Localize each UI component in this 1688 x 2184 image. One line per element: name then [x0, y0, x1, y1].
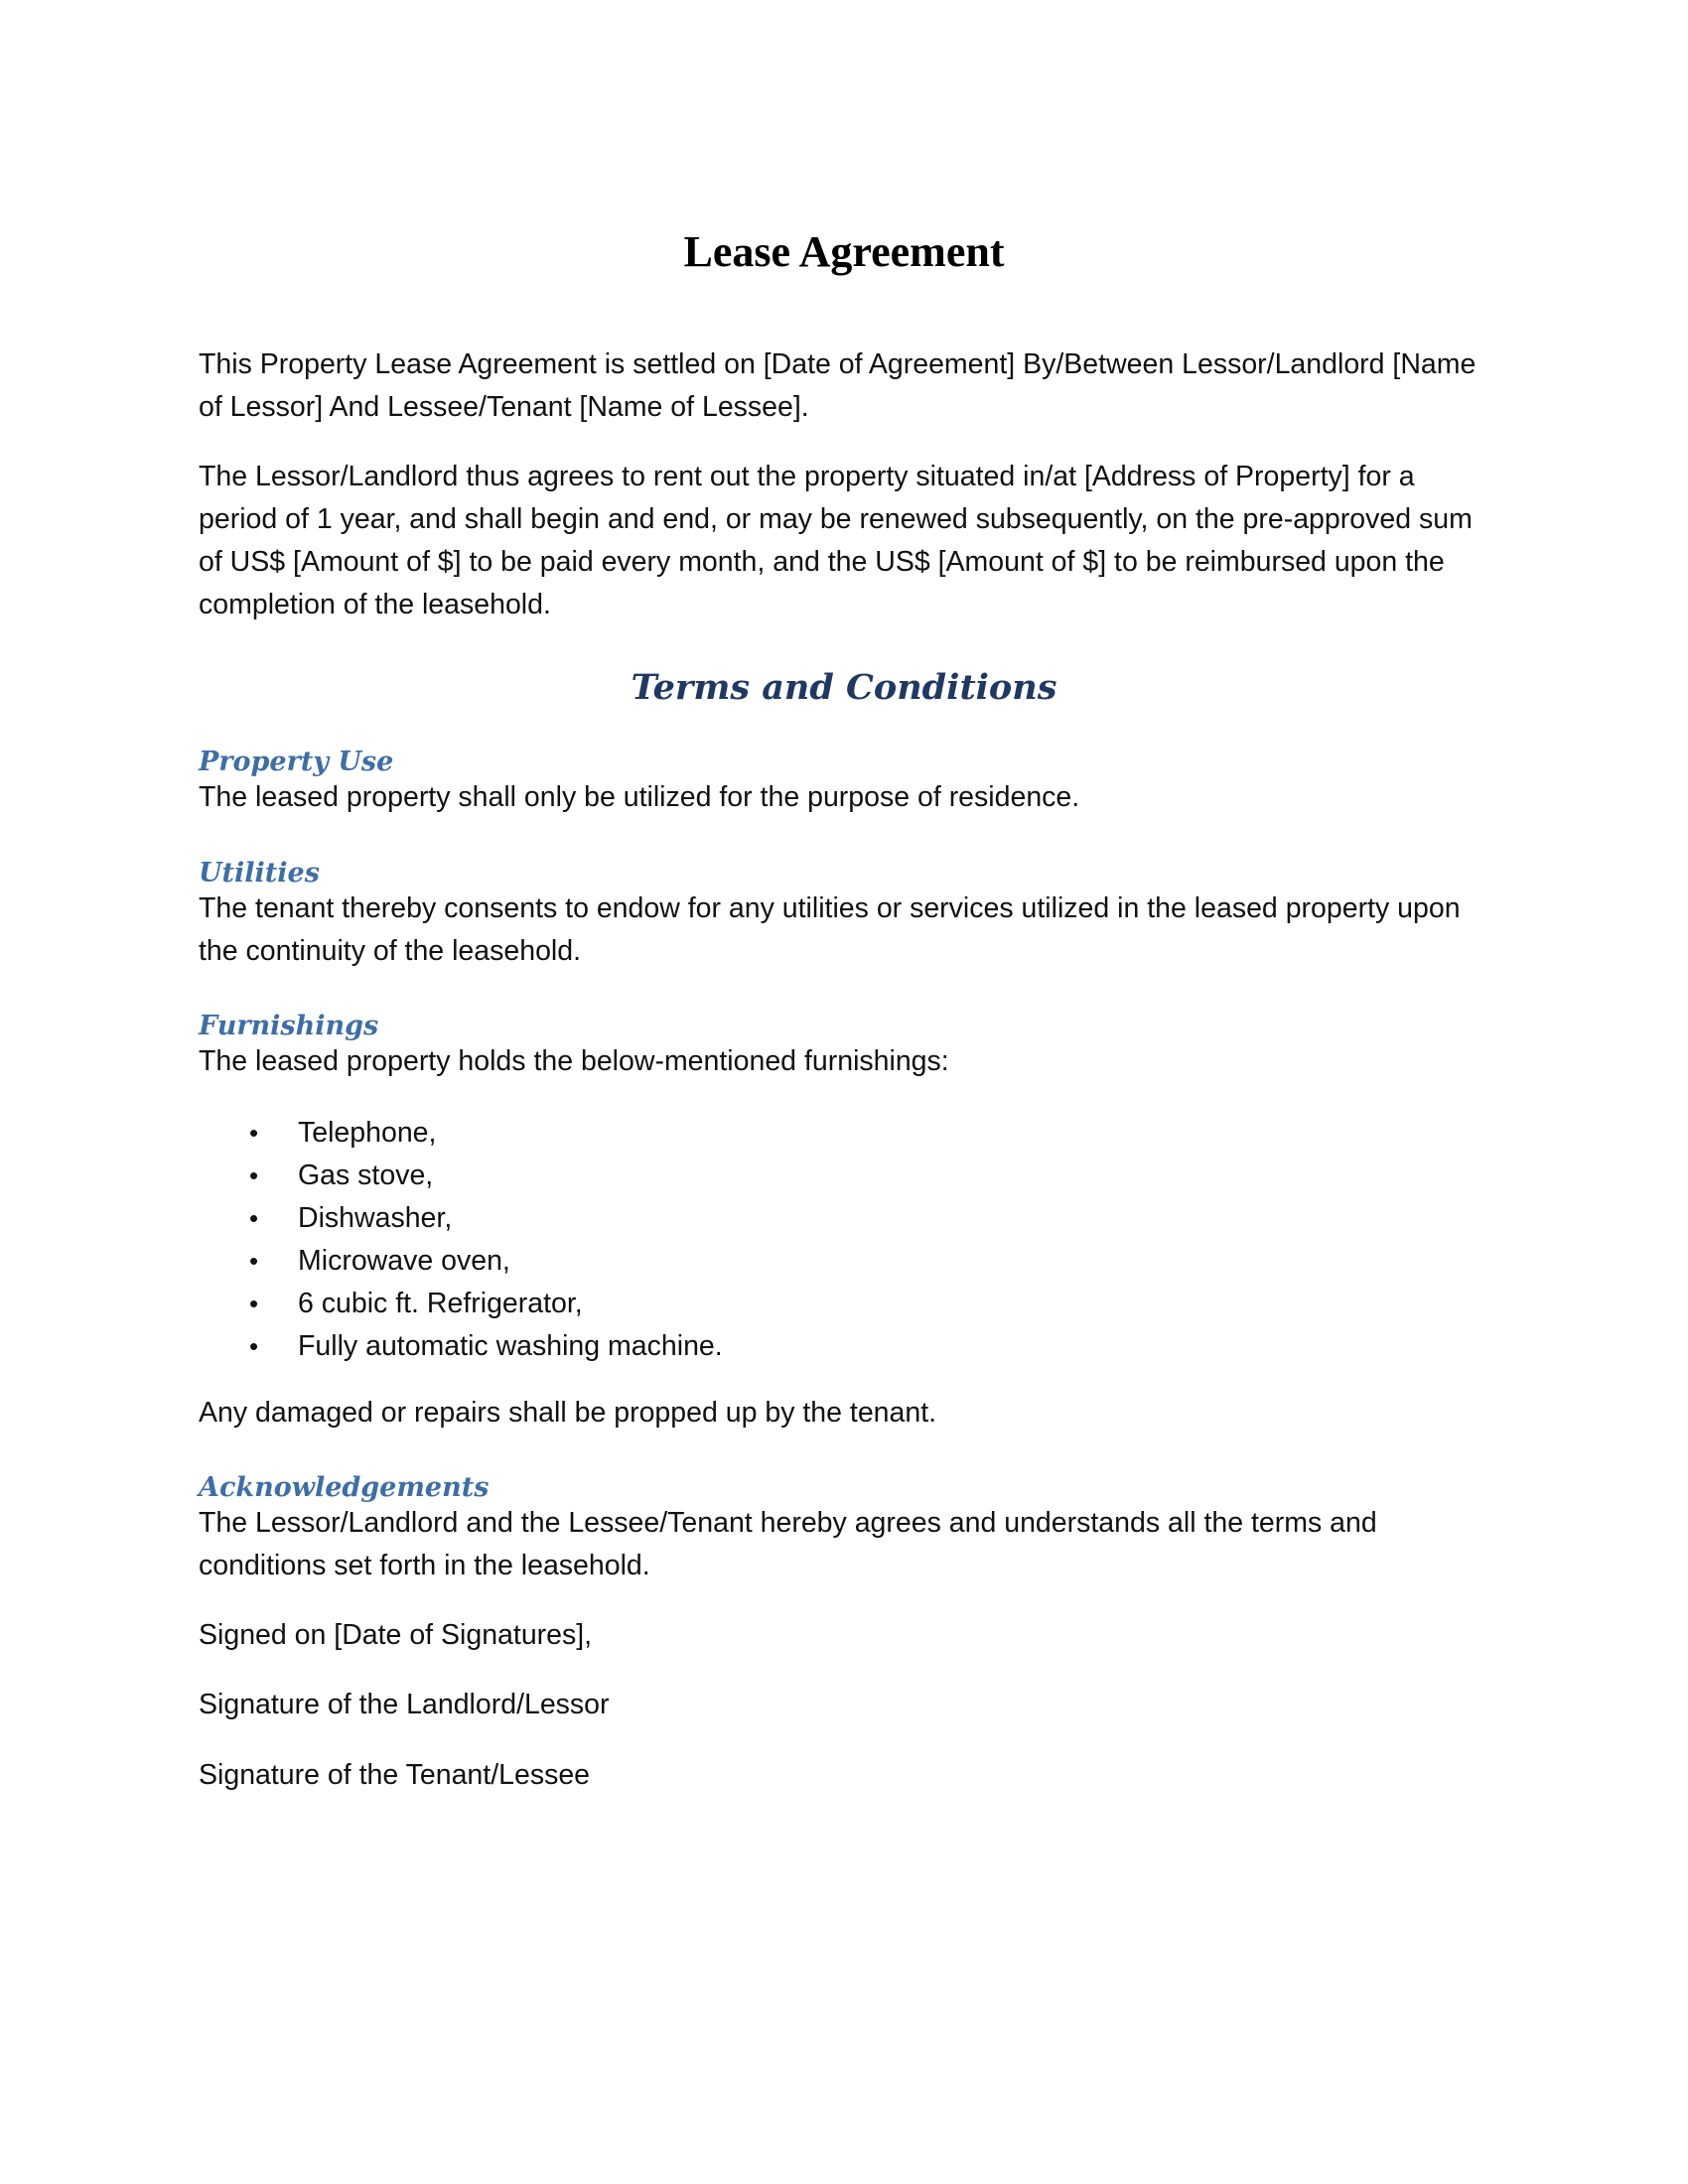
furnishing-item-text: 6 cubic ft. Refrigerator,	[298, 1288, 583, 1319]
furnishing-item-text: Dishwasher,	[298, 1202, 453, 1234]
bullet-icon: •	[249, 1118, 259, 1148]
furnishings-footer: Any damaged or repairs shall be propped up by the tenant.	[199, 1397, 937, 1429]
property-use-heading: Property Use	[199, 747, 394, 777]
utilities-body: The tenant thereby consents to endow for any utilities or services utilized in the leased property upon the continuity of the leasehold.	[199, 892, 1461, 967]
bullet-icon: •	[249, 1246, 259, 1276]
furnishing-item-text: Fully automatic washing machine.	[298, 1330, 723, 1362]
bullet-icon: •	[249, 1160, 259, 1190]
list-item	[199, 1112, 723, 1155]
furnishings-list	[199, 1112, 723, 1368]
list-item	[199, 1155, 723, 1197]
utilities-heading: Utilities	[199, 858, 320, 888]
rent-paragraph: The Lessor/Landlord thus agrees to rent out the property situated in/at [Address of Property] for a period of 1 year, and shall begin and end, or may be renewed subsequently, on the pre-approved sum of US$ [Amount of $] to be paid every month, and the US$ [Amount of $] to be reimbursed upon the completion of the leasehold.	[199, 461, 1473, 620]
bullet-icon: •	[249, 1289, 259, 1318]
acknowledgements-body: The Lessor/Landlord and the Lessee/Tenant hereby agrees and understands all the terms and conditions set forth in the leasehold.	[199, 1507, 1377, 1581]
document-title: Lease Agreement	[683, 227, 1005, 276]
acknowledgements-heading: Acknowledgements	[199, 1472, 490, 1503]
tenant-signature-line: Signature of the Tenant/Lessee	[199, 1759, 591, 1791]
list-item	[199, 1283, 723, 1325]
list-item	[199, 1240, 723, 1283]
terms-and-conditions-title: Terms and Conditions	[631, 667, 1057, 708]
landlord-signature-line: Signature of the Landlord/Lessor	[199, 1689, 610, 1720]
property-use-body: The leased property shall only be utilized for the purpose of residence.	[199, 781, 1080, 813]
furnishings-body: The leased property holds the below-mentioned furnishings:	[199, 1045, 949, 1077]
furnishings-heading: Furnishings	[199, 1011, 379, 1041]
bullet-icon: •	[249, 1203, 259, 1233]
list-item	[199, 1325, 723, 1368]
furnishing-item-text: Microwave oven,	[298, 1245, 510, 1277]
signed-on-line: Signed on [Date of Signatures],	[199, 1619, 593, 1651]
intro-paragraph: This Property Lease Agreement is settled on [Date of Agreement] By/Between Lessor/Landlord [Name of Lessor] And Lessee/Tenant [Name of Lessee].	[199, 348, 1477, 423]
furnishing-item-text: Gas stove,	[298, 1160, 434, 1191]
furnishing-item-text: Telephone,	[298, 1117, 437, 1149]
list-item	[199, 1197, 723, 1240]
bullet-icon: •	[249, 1331, 259, 1361]
